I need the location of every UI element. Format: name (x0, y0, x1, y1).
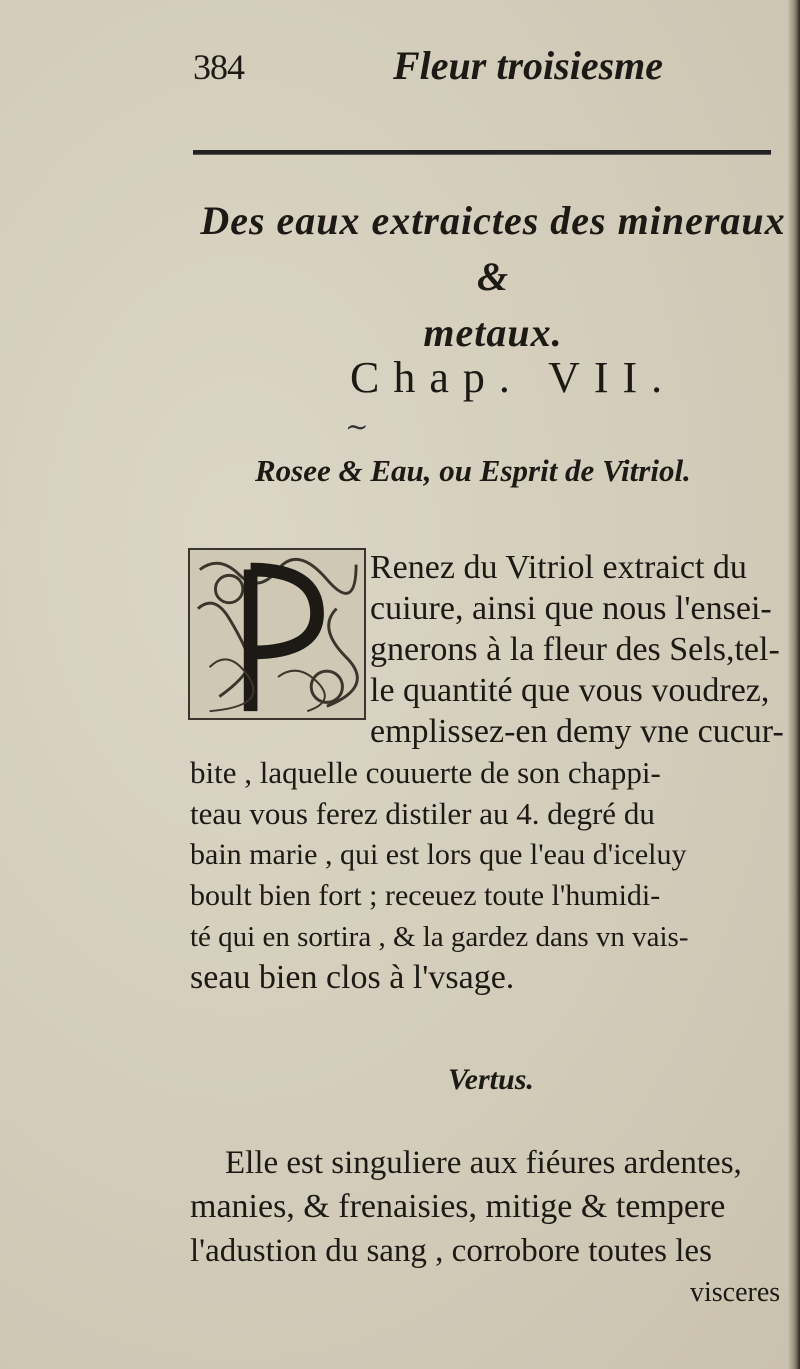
body-line-3: gnerons à la fleur des Sels,tel- (370, 631, 780, 668)
running-title: Fleur troisiesme (393, 43, 664, 88)
page-number: 384 (193, 47, 244, 87)
body-line-1: Renez du Vitriol extraict du (370, 549, 747, 586)
body-line-11: seau bien clos à l'vsage. (190, 959, 515, 996)
body-line-4: le quantité que vous voudrez, (370, 672, 770, 709)
vertus-line-1: Elle est singuliere aux fiéures ardentes, (225, 1145, 742, 1181)
decorated-initial-p-icon (190, 550, 364, 718)
header-rule (193, 150, 771, 155)
chapter-heading: Chap. VII. (350, 353, 677, 402)
body-line-8: bain marie , qui est lors que l'eau d'iceluy (190, 838, 687, 871)
section-title-line2: metaux. (423, 310, 563, 355)
section-title (193, 193, 793, 361)
body-line-2: cuiure, ainsi que nous l'ensei- (370, 590, 772, 627)
section-title-line1: Des eaux extraictes des mineraux & (200, 198, 786, 299)
body-line-7: teau vous ferez distiler au 4. degré du (190, 796, 655, 831)
vertus-line-2: manies, & frenaisies, mitige & tempere (190, 1188, 726, 1225)
body-line-10: té qui en sortira , & la gardez dans vn vais- (190, 921, 689, 953)
recipe-title: Rosee & Eau, ou Esprit de Vitriol. (255, 453, 691, 488)
vertus-line-3: l'adustion du sang , corrobore toutes les (190, 1233, 712, 1269)
ornament-dash: ~ (345, 410, 369, 443)
body-line-9: boult bien fort ; receuez toute l'humidi- (190, 879, 661, 912)
decorated-initial-p (188, 548, 366, 720)
vertus-line-4: visceres (690, 1277, 781, 1308)
body-line-6: bite , laquelle couuerte de son chappi- (190, 755, 661, 790)
vertus-heading: Vertus. (448, 1063, 534, 1096)
body-line-5: emplissez-en demy vne cucur- (370, 713, 784, 750)
